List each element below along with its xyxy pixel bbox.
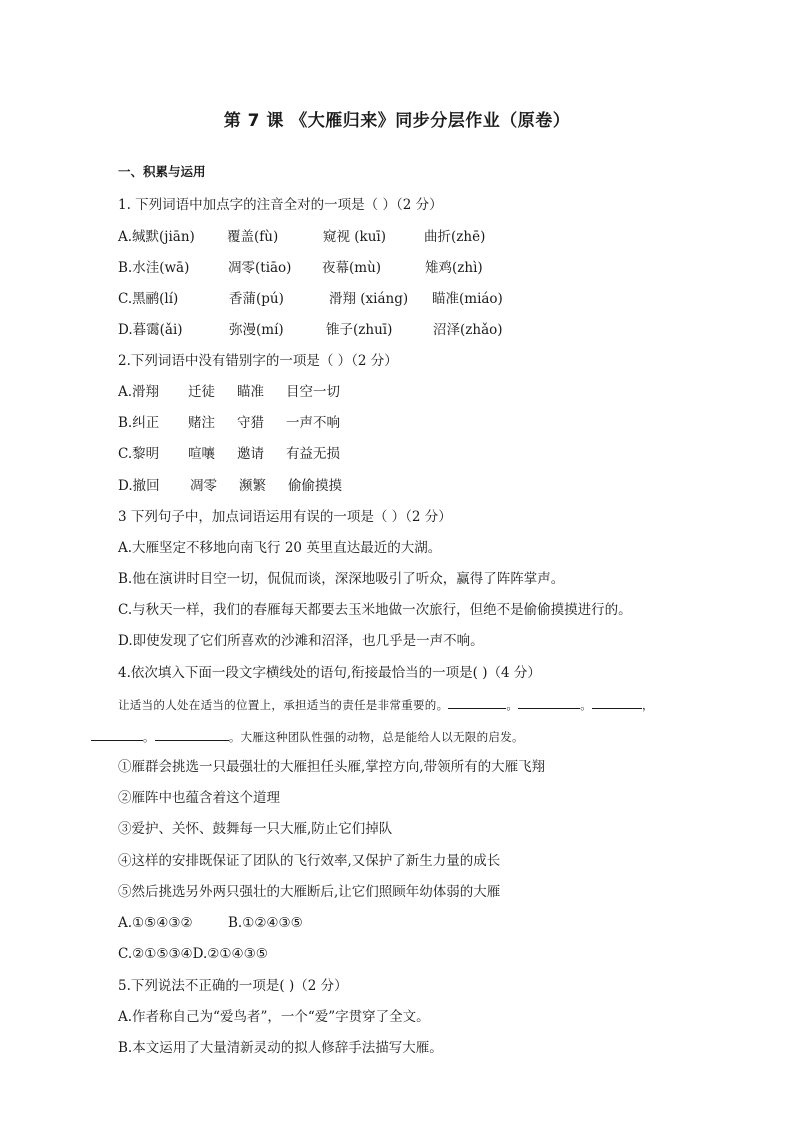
word: 赌注: [188, 415, 215, 431]
question-2-stem: 2.下列词语中没有错别字的一项是（ ）（2 分）: [118, 353, 398, 369]
fill-blank: [448, 696, 506, 709]
word: 濒繁: [239, 478, 266, 494]
word: 雉鸡(zhì): [425, 260, 483, 276]
word: 偷偷摸摸: [288, 478, 342, 494]
question-4-item-3: ③爱护、关怀、鼓舞每一只大雁,防止它们掉队: [118, 821, 393, 837]
fill-blank: [155, 728, 229, 741]
word: 覆盖(fù): [227, 229, 279, 245]
option-b: B.①②④③⑤: [228, 915, 303, 931]
question-3-option-c: C.与秋天一样，我们的春雁每天都要去玉米地做一次旅行，但绝不是偷偷摸摸进行的。: [118, 602, 632, 618]
question-5-option-a: A.作者称自己为“爱鸟者”，一个“爱”字贯穿了全文。: [118, 1009, 430, 1025]
passage-text: 。大雁这种团队性强的动物，总是能给人以无限的启发。: [228, 730, 524, 744]
word: 锥子(zhuī): [326, 322, 393, 338]
word: 弥漫(mí): [229, 322, 284, 338]
passage-punct: 。: [143, 730, 155, 744]
word: 凋零(tiāo): [228, 260, 292, 276]
word: 曲折(zhē): [424, 229, 486, 245]
question-1-stem: 1. 下列词语中加点字的注音全对的一项是（ ）（2 分）: [118, 197, 443, 213]
word: C.黑鹂(lí): [118, 291, 179, 307]
word: C.黎明: [118, 446, 160, 462]
word: B.纠正: [118, 415, 160, 431]
fill-blank: [592, 696, 642, 709]
section-heading: 一、积累与运用: [118, 164, 206, 179]
word: 迁徒: [188, 384, 215, 400]
word: 凋零: [190, 478, 217, 494]
question-4-item-2: ②雁阵中也蕴含着这个道理: [118, 790, 280, 806]
question-4-passage-line-2: [91, 728, 524, 746]
word: 守猎: [237, 415, 264, 431]
word: 喧嚷: [188, 446, 215, 462]
question-5-option-b: B.本文运用了大量清新灵动的拟人修辞手法描写大雁。: [118, 1040, 443, 1056]
word: D.撤回: [118, 478, 160, 494]
fill-blank: [518, 696, 580, 709]
question-4-item-1: ①雁群会挑选一只最强壮的大雁担任头雁,掌控方向,带领所有的大雁飞翔: [118, 759, 546, 775]
word: B.水洼(wā): [118, 260, 190, 276]
word: 一声不响: [286, 415, 340, 431]
question-4-options-cd: C.②①⑤③④D.②①④③⑤: [118, 946, 268, 962]
word: A.滑翔: [118, 384, 160, 400]
question-4-stem: 4.依次填入下面一段文字横线处的语句,衔接最恰当的一项是( )（4 分）: [118, 665, 541, 681]
word: 沼泽(zhǎo): [433, 322, 503, 338]
question-4-item-5: ⑤然后挑选另外两只强壮的大雁断后,让它们照顾年幼体弱的大雁: [118, 884, 501, 900]
word: D.暮霭(ǎi): [118, 322, 183, 338]
question-4-item-4: ④这样的安排既保证了团队的飞行效率,又保护了新生力量的成长: [118, 853, 501, 869]
word: 夜幕(mù): [322, 260, 382, 276]
word: 窥视 (kuī): [323, 229, 387, 245]
passage-text: 让适当的人处在适当的位置上，承担适当的责任是非常重要的。: [118, 698, 449, 712]
question-3-option-b: B.他在演讲时目空一切，侃侃而谈，深深地吸引了听众，赢得了阵阵掌声。: [118, 571, 565, 587]
word: 瞄准(miáo): [432, 291, 503, 307]
word: 香蒲(pú): [229, 291, 284, 307]
word: 瞄准: [237, 384, 264, 400]
question-5-stem: 5.下列说法不正确的一项是( )（2 分）: [118, 978, 348, 994]
word: 邀请: [237, 446, 264, 462]
passage-punct: 。: [506, 698, 519, 712]
passage-punct: ，: [642, 698, 654, 712]
word: 滑翔 (xiáng): [329, 291, 409, 307]
question-4-passage-line-1: [118, 696, 654, 714]
fill-blank: [91, 728, 143, 741]
word: A.缄默(jiān): [118, 229, 195, 245]
question-3-stem: 3 下列句子中，加点词语运用有误的一项是（ ）（2 分）: [118, 509, 452, 525]
word: 有益无损: [286, 446, 340, 462]
option-a: A.①⑤④③②: [118, 915, 193, 931]
passage-punct: 。: [580, 698, 593, 712]
question-3-option-d: D.即使发现了它们所喜欢的沙滩和沼泽，也几乎是一声不响。: [118, 633, 484, 649]
page-title: 第 7 课 《大雁归来》同步分层作业（原卷）: [223, 111, 571, 131]
word: 目空一切: [286, 384, 340, 400]
question-3-option-a: A.大雁坚定不移地向南飞行 20 英里直达最近的大湖。: [118, 540, 442, 556]
